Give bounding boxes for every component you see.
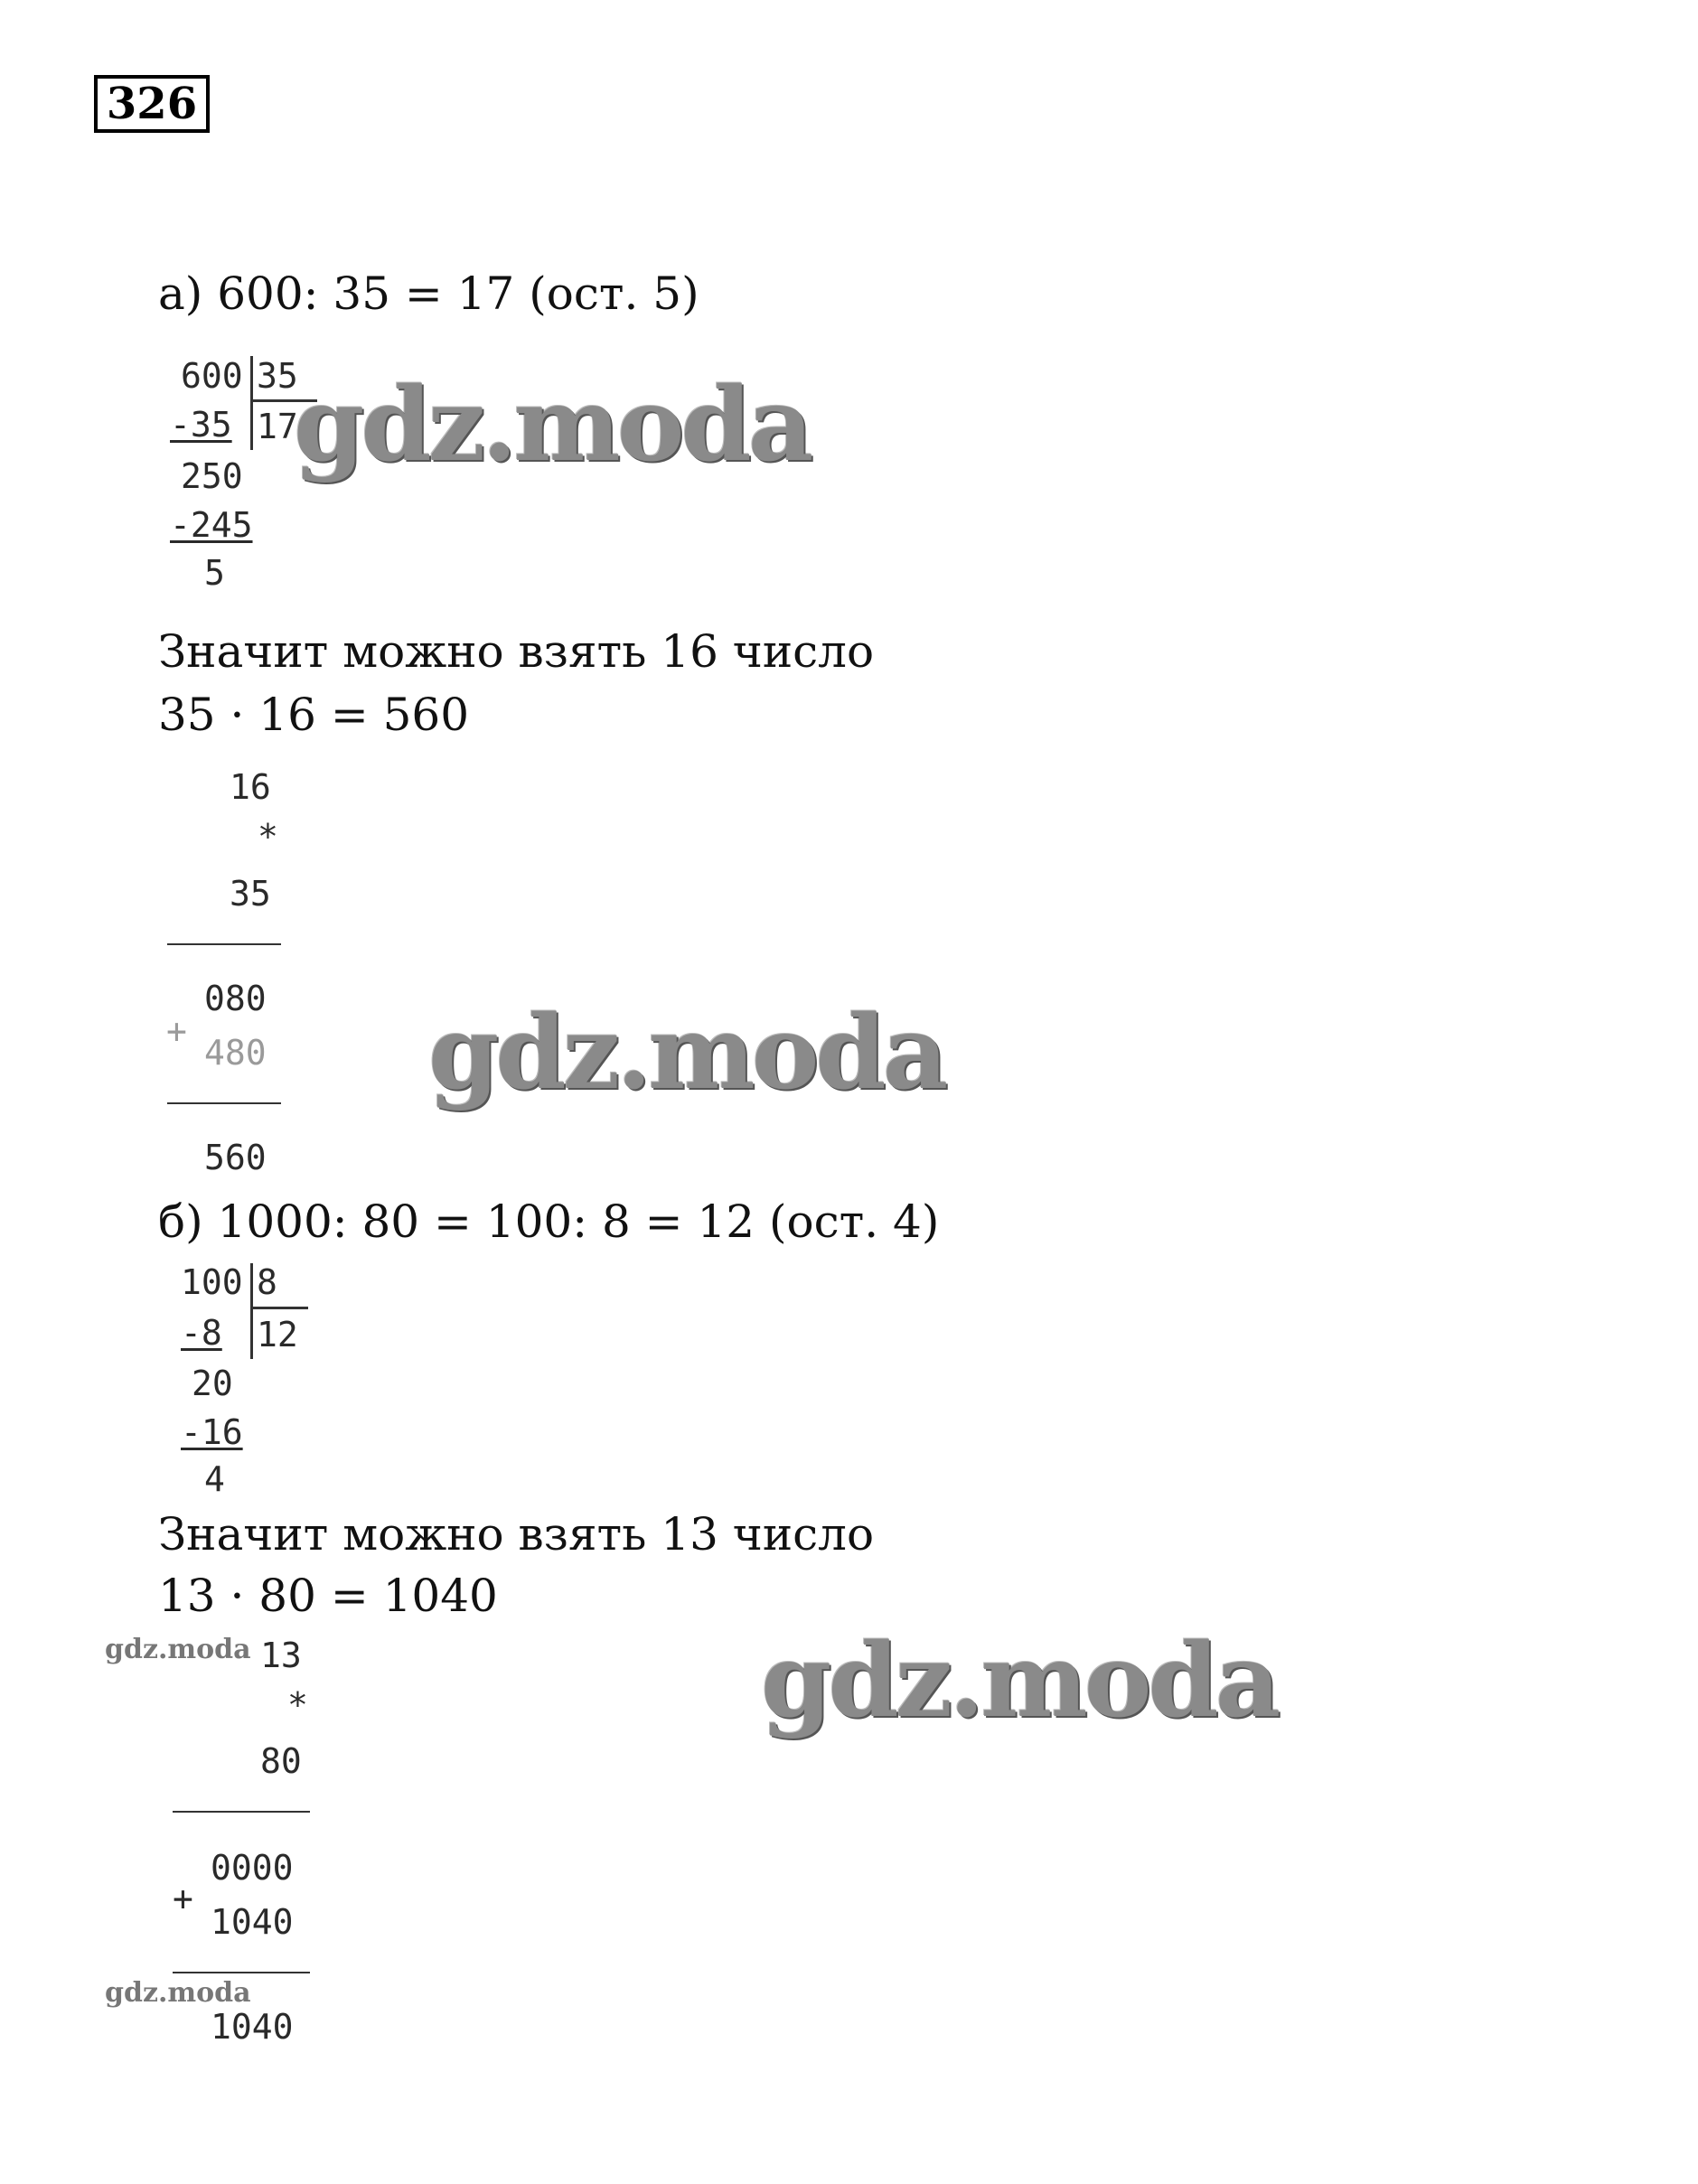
quotient: 17 <box>257 407 298 446</box>
divisor: 35 <box>257 356 298 396</box>
part-a-equation: 35 · 16 = 560 <box>158 689 470 741</box>
partial-product-1: 080 <box>204 979 267 1018</box>
problem-number: 326 <box>94 75 210 133</box>
factor-bottom: 80 <box>260 1741 302 1781</box>
factor-top: 13 <box>260 1636 302 1675</box>
plus-sign: + <box>173 1879 193 1918</box>
multiply-sign: * <box>258 817 278 857</box>
divisor: 8 <box>257 1262 277 1302</box>
part-b-equation: 13 · 80 = 1040 <box>158 1570 498 1622</box>
remainder-step: 250 <box>181 456 243 496</box>
subtrahend-2: -245 <box>170 505 253 545</box>
remainder-step: 20 <box>192 1364 233 1403</box>
watermark-small-2: gdz.moda <box>105 1977 251 2009</box>
watermark-2: gdz.moda <box>428 994 945 1112</box>
plus-sign: + <box>166 1011 187 1051</box>
part-a-heading: а) 600: 35 = 17 (ост. 5) <box>158 267 699 320</box>
watermark-1: gdz.moda <box>294 366 811 484</box>
partial-product-2: 1040 <box>211 1902 294 1942</box>
product: 560 <box>204 1138 267 1177</box>
partial-product-2: 480 <box>204 1033 267 1073</box>
remainder: 4 <box>204 1459 225 1499</box>
partial-product-1: 0000 <box>211 1848 294 1888</box>
part-b-conclusion: Значит можно взять 13 число <box>158 1508 875 1561</box>
multiply-sign: * <box>287 1685 308 1725</box>
dividend: 600 <box>181 356 243 396</box>
dividend: 100 <box>181 1262 243 1302</box>
product: 1040 <box>211 2007 294 2047</box>
subtrahend-1: -8 <box>181 1313 222 1353</box>
subtrahend-1: -35 <box>170 405 232 445</box>
watermark-small-1: gdz.moda <box>105 1634 251 1665</box>
subtrahend-2: -16 <box>181 1412 243 1452</box>
remainder: 5 <box>204 553 225 593</box>
part-b-heading: б) 1000: 80 = 100: 8 = 12 (ост. 4) <box>158 1195 940 1248</box>
watermark-3: gdz.moda <box>761 1622 1278 1740</box>
part-a-conclusion: Значит можно взять 16 число <box>158 625 875 678</box>
quotient: 12 <box>257 1315 298 1354</box>
factor-top: 16 <box>230 767 271 807</box>
factor-bottom: 35 <box>230 874 271 914</box>
